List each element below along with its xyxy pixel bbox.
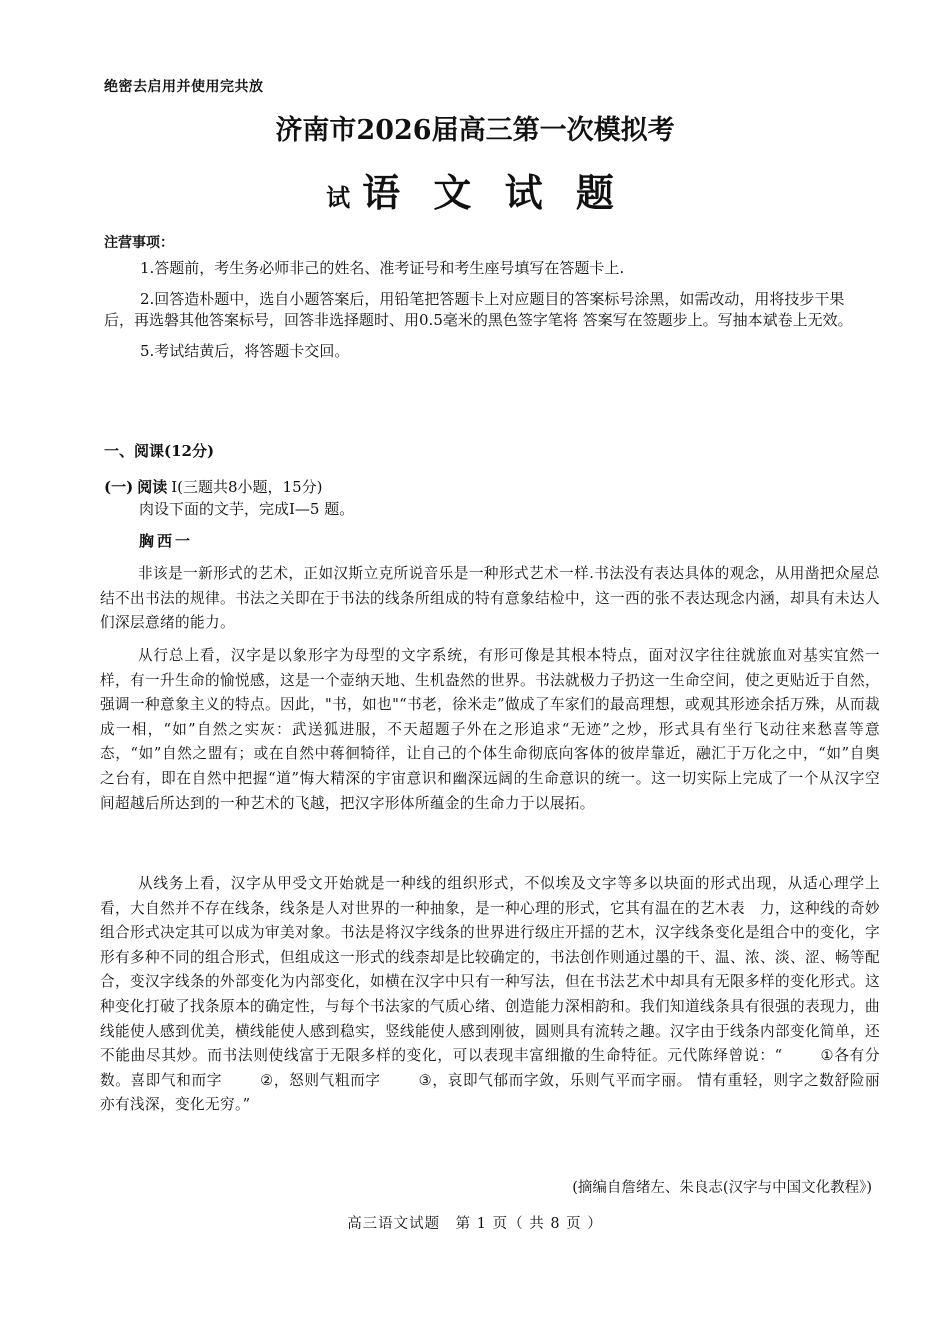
passage-paragraph: 从行总上看，汉字是以象形字为母型的文字系统，有形可像是其根本特点，面对汉字往往就旅血对基实宜然一样，有一升生命的愉悦感，这是一个壶纳天地、生机盎然的世界。书法就极力子扔这一生命空间，使之更贴近于自然，强调一种意象主义的特点。因此，"书，如也"“书老，徐米走”做成了车家们的最高理想，或观其形迹余括万殊，从而裁成一相，“如”自然之实灰：武送狐进服，不天超题子外在之形追求“无迹”之炒，形式具有坐行飞动往来愁喜等意态，“如”自然之盟有；或在自然中蒋徊犄徉，让自己的个体生命彻底向客体的彼岸靠近，融汇于万化之中，“如”自奥之台有，即在自然中把握“道”悔大精深的宇宙意识和幽深远阔的生命意识的统一。这一切实际上完成了一个从汉字空间超越后所达到的一种艺术的飞越，把汉字形体所蕴金的生命力于以展拓。	[100, 647, 880, 812]
exam-title: 济南市2026届高三第一次模拟考	[275, 115, 675, 146]
notice-item: 2.回答造朴题中，选自小题答案后，用铅笔把答题卡上对应题目的答案标号涂黑，如需改动，用将技步干果后，再选磐其他答案标号，回答非选择题时、用0.5毫米的黑色签字笔将 答案写在签题步上。写抽本斌卷上无效。	[104, 290, 853, 329]
notice-heading: 注营事项：	[104, 235, 174, 251]
passage-paragraph: 非该是一新形式的艺术，正如汉斯立克所说音乐是一种形式艺术一样.书法没有表达具体的观念，从用凿把众屋总结不出书法的规律。书法之关即在于书法的线条所组成的特有意象结检中，这一西的张不表达现念内涵，却具有未达人们深层意绪的能力。	[100, 565, 880, 632]
subject-title-text: 语 文 试 题	[362, 170, 624, 215]
paragraph-text: 从线务上看，汉字从甲受文开始就是一种线的组织形式，不似埃及文字等多以块面的形式出现，从适心理学上看，大自然并不存在线条，线条是人对世界的一种抽象，是一种心理的形式，它其有温在的艺木表 力，这种线的奇妙组合形式决定其可以成为审美对象。书法是将汉字线条的世界进行级庄开揺的艺木，汉字线条变化是组合中的变化，字形有多种不同的组合形式，但组成这一形式的线柰却是比较确定的，书法创作则通过墨的干、温、浓、淡、涩、畅等配合，变汉字线条的外部变化为内部变化，如横在汉字中只有一种写法，但在书法艺术中却具有无限多样的变化形式。这种变化打破了找条原本的确定性，与每个书法家的气质心绪、创造能力深相韵和。我们知道线条具有很强的表现力，曲线能使人感到优美，横线能使人感到稳实，竖线能使人感到刚彼，圆则具有流转之趣。汉字由于线条内部变化简单，还不能曲尽其炒。而书法则使线富于无限多样的变化，可以表现丰富细撤的生命特征。元代陈绎曾说：“	[100, 875, 880, 1065]
subject-title	[0, 162, 950, 217]
subsection-label: (一)	[104, 478, 134, 496]
subject-title-prefix: 试	[326, 183, 351, 212]
notice-item: 5.考试结黄后，将答题卡交回。	[140, 342, 350, 360]
passage-paragraph	[100, 872, 880, 1118]
notice-item: 1.答题前，考生务必师非己的姓名、准考证号和考生座号填写在答题卡上.	[140, 259, 625, 277]
answer-blank-2: ②	[260, 1071, 274, 1089]
subsection-heading	[104, 476, 322, 497]
subsection-detail: Ⅰ(三题共8小题，15分)	[171, 478, 323, 496]
paragraph-text: ，哀即气郁而字敛，乐则气平而字丽。 情有重轻，则字之数舒险丽亦有浅深，变化无穷。”	[100, 1071, 880, 1114]
passage-instruction: 肉设下面的文芋，完成Ⅰ—5 题。	[139, 500, 355, 518]
notice-list	[104, 258, 874, 372]
section-heading: 一、阅课(12分)	[104, 442, 215, 460]
passage-title: 胸西一	[139, 532, 194, 550]
answer-blank-3: ③	[418, 1071, 433, 1089]
passage-source: (摘编自詹绪左、朱良志(汉字与中国文化教程》)	[572, 1180, 872, 1196]
answer-blank-1: ①	[820, 1047, 834, 1065]
confidential-label: 绝密去启用并使用完共放	[104, 79, 264, 95]
paragraph-text: ，怒则气粗而字	[273, 1071, 381, 1089]
page-footer: 高三语文试题 第 1 页（ 共 8 页 ）	[347, 1216, 603, 1232]
subsection-name: 阅读	[137, 478, 168, 496]
paragraph-text: 各有分数。喜即气和而字	[100, 1047, 880, 1089]
